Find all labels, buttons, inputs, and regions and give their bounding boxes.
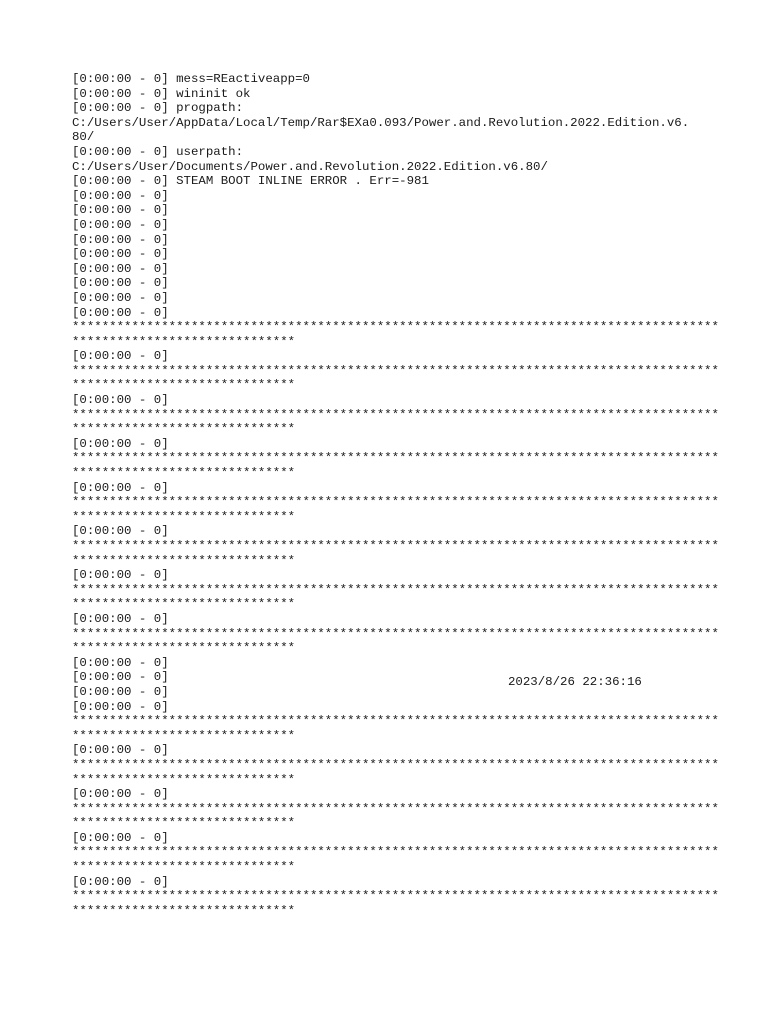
log-line: C:/Users/User/AppData/Local/Temp/Rar$EXa0.093/Power.and.Revolution.2022.Edition.v6.: [72, 115, 690, 130]
log-line: ***************************************************************************************: [72, 407, 719, 422]
log-line: ***************************************************************************************: [72, 539, 719, 553]
log-line: [0:00:00 - 0] userpath:: [72, 144, 244, 159]
log-line: C:/Users/User/Documents/Power.and.Revolution.2022.Edition.v6.80/: [72, 159, 548, 174]
log-line: [0:00:00 - 0]: [72, 188, 169, 203]
log-line: 80/: [72, 130, 95, 145]
log-line: [0:00:00 - 0]: [72, 524, 169, 539]
log-line: ***************************************************************************************: [72, 845, 719, 860]
log-line: ***************************************************************************************: [72, 626, 719, 641]
log-line: [0:00:00 - 0]: [72, 217, 169, 232]
log-line: ******************************: [72, 816, 296, 831]
log-line: ******************************: [72, 772, 296, 787]
log-line: ******************************: [72, 334, 296, 349]
log-text: [72, 72, 719, 918]
log-line: [0:00:00 - 0]: [72, 699, 169, 714]
log-line: [0:00:00 - 0]: [72, 290, 169, 305]
log-line: [0:00:00 - 0]: [72, 611, 169, 626]
log-line: [0:00:00 - 0]: [72, 670, 169, 685]
log-line: [0:00:00 - 0]: [72, 568, 169, 583]
log-line: [0:00:00 - 0]: [72, 276, 169, 291]
log-line: ***************************************************************************************: [72, 714, 719, 729]
log-line: [0:00:00 - 0]: [72, 787, 169, 802]
log-line: [0:00:00 - 0]: [72, 684, 169, 699]
log-line: ******************************: [72, 860, 296, 875]
timestamp-text: 2023/8/26 22:36:16: [508, 675, 642, 689]
log-line: [0:00:00 - 0]: [72, 305, 169, 320]
log-line: ******************************: [72, 597, 296, 612]
log-line: [0:00:00 - 0]: [72, 261, 169, 276]
log-line: ******************************: [72, 641, 296, 656]
log-line: [0:00:00 - 0]: [72, 349, 169, 364]
log-line: [0:00:00 - 0]: [72, 830, 169, 845]
log-line: [0:00:00 - 0]: [72, 874, 169, 889]
log-line: ******************************: [72, 728, 296, 743]
log-line: ******************************: [72, 466, 296, 481]
log-line: ******************************: [72, 509, 296, 524]
log-line: [0:00:00 - 0]: [72, 247, 169, 262]
log-line: [0:00:00 - 0] wininit ok: [72, 86, 251, 101]
log-line: [0:00:00 - 0]: [72, 480, 169, 495]
log-line: ******************************: [72, 378, 296, 393]
log-line: [0:00:00 - 0]: [72, 743, 169, 758]
log-line: ***************************************************************************************: [72, 495, 719, 510]
log-line: ***************************************************************************************: [72, 363, 719, 378]
log-line: [0:00:00 - 0]: [72, 436, 169, 451]
log-line: [0:00:00 - 0] STEAM BOOT INLINE ERROR . Err=-981: [72, 174, 429, 189]
log-line: ******************************: [72, 422, 296, 437]
log-line: [0:00:00 - 0]: [72, 655, 169, 670]
log-line: [0:00:00 - 0]: [72, 232, 169, 247]
log-line: ***************************************************************************************: [72, 801, 719, 816]
log-line: ***************************************************************************************: [72, 757, 719, 772]
log-line: [0:00:00 - 0]: [72, 393, 169, 408]
log-line: ******************************: [72, 553, 296, 568]
log-line: ***************************************************************************************: [72, 320, 719, 335]
log-line: [0:00:00 - 0] mess=REactiveapp=0: [72, 72, 310, 86]
log-line: [0:00:00 - 0]: [72, 203, 169, 218]
log-line: ***************************************************************************************: [72, 582, 719, 597]
log-line: ***************************************************************************************: [72, 451, 719, 466]
log-line: [0:00:00 - 0] progpath:: [72, 101, 244, 116]
log-line: ***************************************************************************************: [72, 889, 719, 904]
log-line: ******************************: [72, 903, 296, 918]
